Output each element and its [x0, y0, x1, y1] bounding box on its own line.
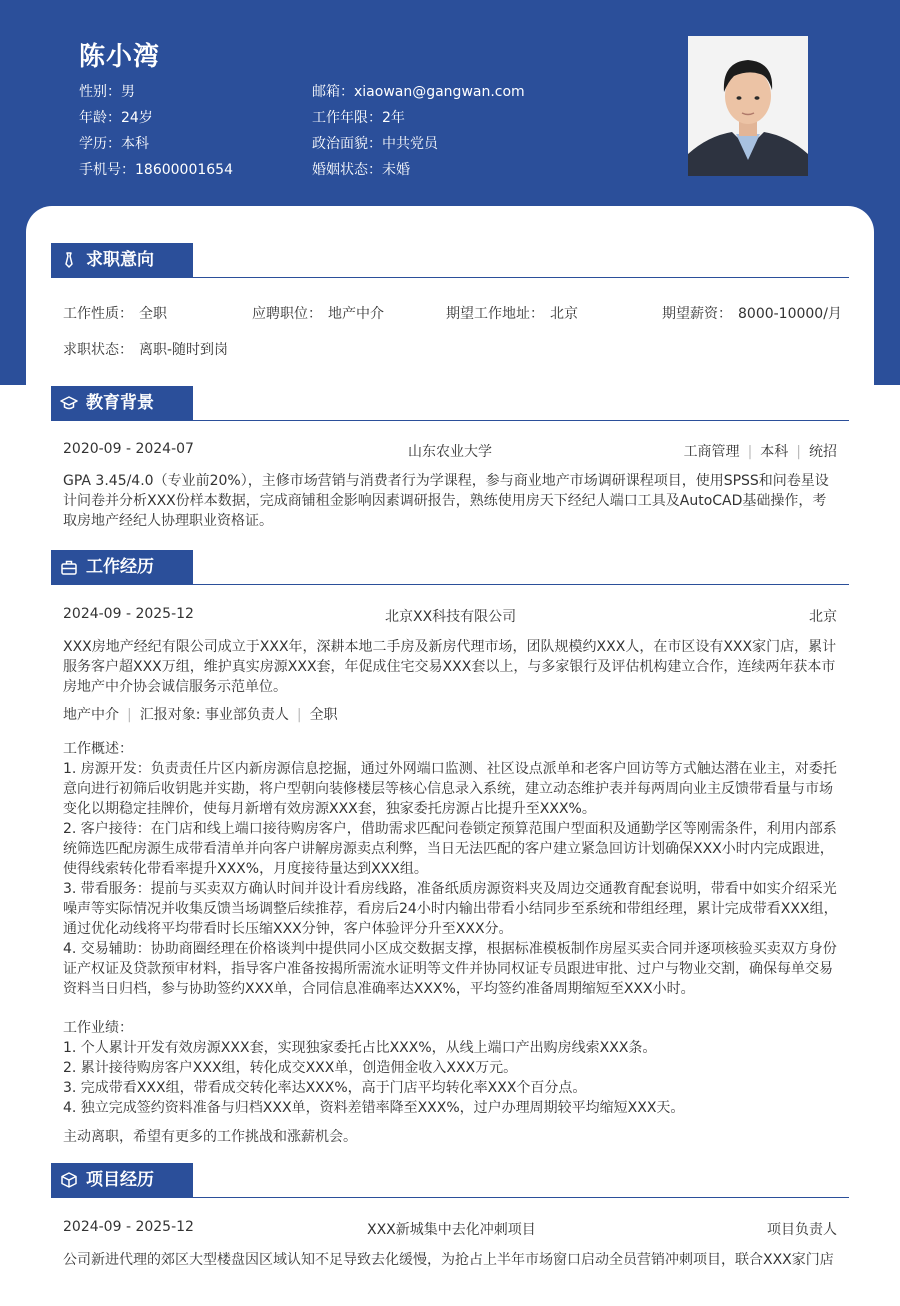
phone: 手机号：18600001654: [79, 162, 233, 178]
project-period: 2024-09 - 2025-12: [63, 1219, 194, 1235]
gender: 性别：男: [79, 84, 135, 100]
section-work: [51, 550, 849, 585]
section-tag: [51, 1163, 193, 1197]
section-education: [51, 386, 849, 421]
age: 年龄：24岁: [79, 110, 153, 126]
marital-status: 婚姻状态：未婚: [312, 162, 410, 178]
intent-salary: 期望薪资： 8000-10000/月: [662, 306, 842, 322]
intent-type: 工作性质： 全职: [63, 306, 167, 322]
briefcase-icon: [60, 558, 78, 576]
section-job-intent: [51, 243, 849, 278]
section-title: 工作经历: [86, 557, 154, 577]
company-name: 北京XX科技有限公司: [385, 609, 517, 625]
section-tag: [51, 243, 193, 277]
basic-info-right: [312, 79, 525, 183]
work-achievements: 工作业绩： 1. 个人累计开发有效房源XXX套，实现独家委托占比XXX%，从线上端口产出购房线索XXX条。 2. 累计接待购房客户XXX组，转化成交XXX单，创造佣金收入XXX万元。 3. 完成带看XXX组，带看成交转化率达XXX%，高于门店平均转化率XXX个百分点。 4. 独立完成签约资料准备与归档XXX单，资料差错率降至XXX%，过户办理周期较平均缩短XXX天。: [63, 1020, 685, 1116]
section-title: 求职意向: [86, 250, 154, 270]
profile-photo: [688, 36, 808, 176]
project-name: XXX新城集中去化冲刺项目: [367, 1222, 536, 1238]
company-description: XXX房地产经纪有限公司成立于XXX年，深耕本地二手房及新房代理市场，团队规模约XXX人，在市区设有XXX家门店，累计 服务客户超XXX万组，维护真实房源XXX套，年促成住宅交易XXX套以上，与多家银行及评估机构建立合作，连续两年获本市 房地产中介协会诚信服务示范单位。: [63, 639, 837, 695]
work-period: 2024-09 - 2025-12: [63, 606, 194, 622]
candidate-name: 陈小湾: [79, 42, 161, 72]
work-years: 工作年限：2年: [312, 110, 405, 126]
leave-reason: 主动离职，希望有更多的工作挑战和涨薪机会。: [63, 1129, 357, 1145]
project-role: 项目负责人: [767, 1222, 837, 1238]
political-status: 政治面貌：中共党员: [312, 136, 438, 152]
education-period: 2020-09 - 2024-07: [63, 441, 194, 457]
section-title: 项目经历: [86, 1170, 154, 1190]
tie-icon: [60, 251, 78, 269]
section-tag: [51, 386, 193, 420]
basic-info-left: [79, 79, 233, 183]
cube-icon: [60, 1171, 78, 1189]
school-name: 山东农业大学: [408, 444, 492, 460]
intent-status: 求职状态： 离职-随时到岗: [63, 342, 229, 358]
section-project: [51, 1163, 849, 1198]
education-level: 学历：本科: [79, 136, 149, 152]
education-details: 工商管理 | 本科 | 统招: [683, 444, 837, 460]
work-role-info: 地产中介 | 汇报对象: 事业部负责人 | 全职: [63, 707, 338, 723]
email: 邮箱：xiaowan@gangwan.com: [312, 84, 525, 100]
work-city: 北京: [809, 609, 837, 625]
project-description: 公司新进代理的郊区大型楼盘因区域认知不足导致去化缓慢，为抢占上半年市场窗口启动全员营销冲刺项目，联合XXX家门店: [63, 1252, 834, 1268]
section-tag: [51, 550, 193, 584]
work-overview: 工作概述： 1. 房源开发：负责责任片区内新房源信息挖掘，通过外网端口监测、社区设点派单和老客户回访等方式触达潜在业主，对委托 意向进行初筛后收钥匙并实勘，将户型朝向装修楼层等核心信息录入系统，建立动态维护表并每两周向业主反馈带看量与市场 变化以期稳定挂牌价，使每月新增有效房源XXX套，独家委托房源占比提升至XXX%。 2. 客户接待：在门店和线上端口接待购房客户，借助需求匹配问卷锁定预算范围户型面积及通勤学区等刚需条件，利用内部系 统筛选匹配房源生成带看清单并向客户讲解房源卖点利弊，当日无法匹配的客户建立紧急回访计划确保XXX小时内完成跟进， 使得线索转化带看率提升XXX%，月度接待量达到XXX组。 3. 带看服务：提前与买卖双方确认时间并设计看房线路，准备纸质房源资料夹及周边交通教育配套说明，带看中如实介绍采光 噪声等实际情况并收集反馈当场调整后续推荐，看房后24小时内输出带看小结同步至系统和带组经理，累计完成带看XXX组， 通过优化动线将平均带看时长压缩XXX分钟，客户体验评分升至XXX分。 4. 交易辅助：协助商圈经理在价格谈判中提供同小区成交数据支撑，根据标准模板制作房屋买卖合同并逐项核验买卖双方身份 证产权证及贷款预审材料，指导客户准备按揭所需流水证明等文件并协同权证专员跟进审批、过户与物业交割，确保每单交易 资料当日归档，参与协助签约XXX单，合同信息准确率达XXX%，平均签约准备周期缩短至XXX小时。: [63, 741, 838, 997]
graduation-cap-icon: [60, 394, 78, 412]
intent-location: 期望工作地址： 北京: [446, 306, 578, 322]
education-description: GPA 3.45/4.0（专业前20%），主修市场营销与消费者行为学课程，参与商业地产市场调研课程项目，使用SPSS和问卷星设 计问卷并分析XXX份样本数据，完成商铺租金影响因素调研报告，熟练使用房天下经纪人端口工具及AutoCAD基础操作，考 取房地产经纪人协理职业资格证。: [63, 473, 829, 529]
section-title: 教育背景: [86, 393, 154, 413]
intent-position: 应聘职位： 地产中介: [252, 306, 384, 322]
